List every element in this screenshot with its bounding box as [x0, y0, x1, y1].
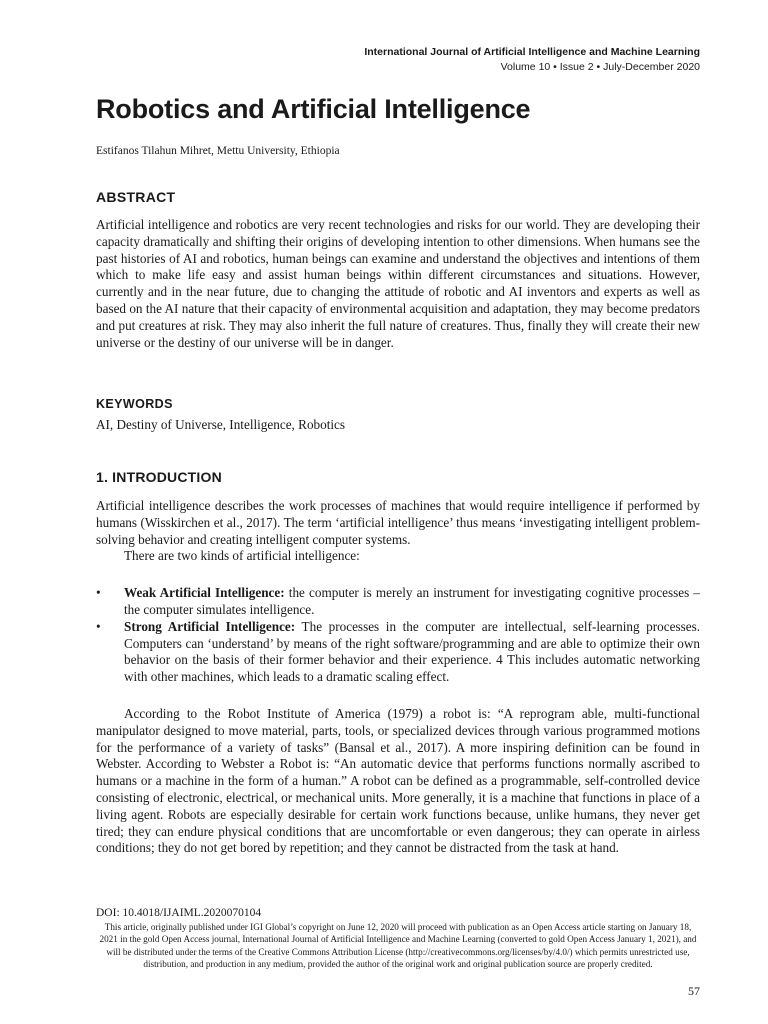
intro-paragraph-1: Artificial intelligence describes the work processes of machines that would require intelligence if performed by humans (Wisskirchen et al., 2017). The term ‘artificial intelligence’ thus means ‘investigating intelligent problem-solving behavior and creating intelligent computer systems.: [96, 498, 700, 547]
abstract-section: [96, 189, 700, 351]
bullet-icon: •: [96, 585, 101, 601]
page-number: 57: [688, 984, 700, 998]
intro-paragraph-2: There are two kinds of artificial intelligence:: [124, 548, 360, 564]
journal-header: [364, 45, 700, 75]
keywords-text: AI, Destiny of Universe, Intelligence, Robotics: [96, 417, 346, 432]
intro-paragraph-3: According to the Robot Institute of America (1979) a robot is: “A reprogram able, multi-functional manipulator designed to move material, parts, tools, or specialized devices through various programmed motions for the performance of a variety of tasks” (Bansal et al., 2017). A more inspiring definition can be found in Webster. According to Webster a Robot is: “An automatic device that performs functions normally ascribed to humans or a machine in the form of a human.” A robot can be defined as a programmable, self-controlled device consisting of electronic, electrical, or mechanical units. More generally, it is a machine that functions in place of a living agent. Robots are especially desirable for certain work functions because, unlike humans, they never get tired; they can endure physical conditions that are uncomfortable or even dangerous; they can operate in airless conditions; they do not get bored by repetition; and they cannot be distracted from the task at hand.: [96, 705, 700, 856]
keywords-section: [96, 397, 700, 434]
list-item: [96, 619, 700, 686]
introduction-heading: 1. INTRODUCTION: [96, 469, 222, 485]
journal-title: International Journal of Artificial Intelligence and Machine Learning: [364, 46, 700, 58]
bullet-text: The processes in the computer are intellectual, self-learning processes. Computers can ‘understand’ by means of the right software/programming and are able to optimize their own behavior on the basis of their former behavior and their experience. 4 This includes automatic networking with other machines, which leads to a dramatic scaling effect.: [124, 618, 701, 685]
list-item: [96, 585, 700, 619]
bullet-term: Weak Artificial Intelligence:: [124, 585, 285, 601]
bullet-text: the computer is merely an instrument for investigating cognitive processes – the computer simulates intelligence.: [124, 585, 701, 617]
license-notice: This article, originally published under IGI Global’s copyright on June 12, 2020 will proceed with publication as an Open Access article starting on January 18, 2021 in the gold Open Access journal, International Journal of Artificial Intelligence and Machine Learning (converted to gold Open Access January 1, 2021), and will be distributed under the terms of the Creative Commons Attribution License (http://creativecommons.org/licenses/by/4.0/) which permits unrestricted use, distribution, and production in any medium, provided the author of the original work and original publication source are properly credited.: [99, 922, 697, 970]
doi-line: DOI: 10.4018/IJAIML.2020070104: [96, 907, 262, 919]
bullet-term: Strong Artificial Intelligence:: [124, 618, 296, 634]
abstract-text: Artificial intelligence and robotics are very recent technologies and risks for our world. They are developing their capacity dramatically and shifting their origins of developing intention to other dimensions. When humans see the past histories of AI and robotics, human beings can examine and understand the objectives and intentions of them which to make life easy and assist human beings within different circumstances and situations. However, currently and in the near future, due to changing the attitude of robotic and AI inventors and experts as well as based on the AI nature that their capacity of environmental acquisition and adaptation, they may become predators and put creatures at risk. They may also inherit the full nature of creatures. Thus, finally they will create their new universe or the destiny of our universe will be in danger.: [96, 217, 700, 350]
bullet-icon: •: [96, 618, 101, 634]
introduction-section: [96, 469, 700, 857]
ai-kinds-list: [96, 585, 700, 686]
abstract-heading: ABSTRACT: [96, 189, 176, 205]
author-line: Estifanos Tilahun Mihret, Mettu University, Ethiopia: [96, 145, 340, 157]
journal-issue: Volume 10 • Issue 2 • July-December 2020: [500, 61, 700, 73]
keywords-heading: KEYWORDS: [96, 397, 173, 411]
paper-title: Robotics and Artificial Intelligence: [96, 94, 531, 124]
